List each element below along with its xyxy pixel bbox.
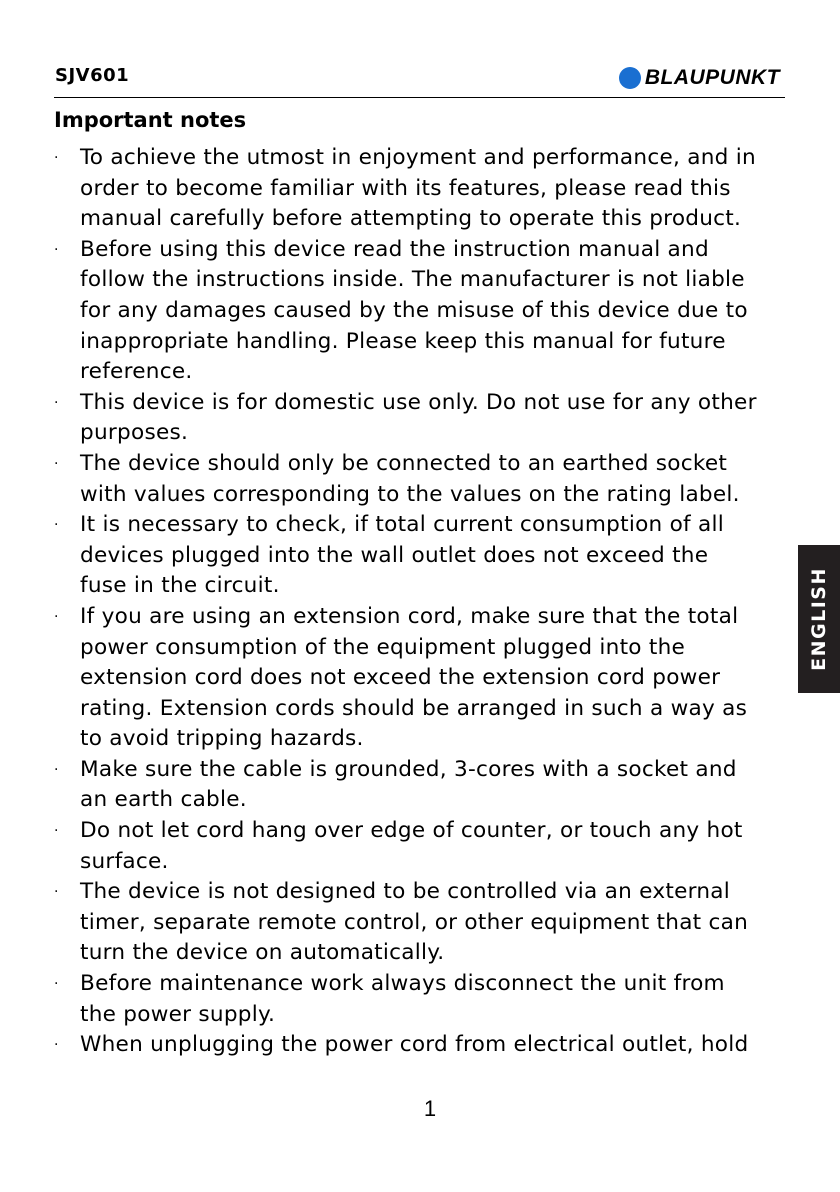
bullet-icon: · [54, 823, 59, 840]
note-line: to avoid tripping hazards. [80, 726, 364, 752]
note-line: When unplugging the power cord from electrical outlet, hold [80, 1032, 749, 1058]
note-item [54, 969, 784, 1030]
note-line: Before using this device read the instruction manual and [80, 236, 709, 262]
bullet-icon: · [54, 455, 59, 472]
bullet-icon: · [54, 241, 59, 258]
note-line: inappropriate handling. Please keep this manual for future [80, 328, 726, 354]
note-line: follow the instructions inside. The manufacturer is not liable [80, 267, 745, 293]
note-line: extension cord does not exceed the extension cord power [80, 665, 721, 691]
note-line: with values corresponding to the values on the rating label. [80, 481, 740, 507]
note-line: It is necessary to check, if total current consumption of all [80, 512, 724, 538]
language-tab [798, 545, 840, 693]
note-line: order to become familiar with its features, please read this [80, 175, 731, 201]
note-item [54, 877, 784, 969]
note-item [54, 816, 784, 877]
note-line: for any damages caused by the misuse of this device due to [80, 297, 748, 323]
note-line: To achieve the utmost in enjoyment and performance, and in [80, 145, 756, 170]
note-item [54, 1030, 784, 1061]
note-line: an earth cable. [80, 787, 247, 813]
note-line: The device is not designed to be controlled via an external [80, 879, 731, 905]
bullet-icon: · [54, 976, 59, 993]
language-tab-label: ENGLISH [808, 567, 830, 671]
header-divider [54, 97, 785, 98]
note-line: Make sure the cable is grounded, 3-cores with a socket and [80, 756, 737, 782]
note-line: rating. Extension cords should be arranged in such a way as [80, 695, 748, 721]
bullet-icon: · [54, 394, 59, 411]
note-item [54, 388, 784, 449]
bullet-icon: · [54, 608, 59, 625]
note-line: manual carefully before attempting to operate this product. [80, 206, 742, 232]
note-item [54, 755, 784, 816]
bullet-icon: · [54, 517, 59, 534]
note-line: the power supply. [80, 1001, 276, 1027]
note-line: Do not let cord hang over edge of counter, or touch any hot [80, 818, 743, 844]
bullet-icon: · [54, 1037, 59, 1054]
page-number: 1 [423, 1096, 437, 1121]
note-line: fuse in the circuit. [80, 573, 280, 599]
note-item [54, 602, 784, 755]
note-line: If you are using an extension cord, make sure that the total [80, 603, 739, 629]
note-line: power consumption of the equipment plugged into the [80, 634, 686, 660]
bullet-icon: · [54, 761, 59, 778]
model-number: SJV601 [55, 65, 130, 86]
note-item [54, 449, 784, 510]
note-line: devices plugged into the wall outlet does not exceed the [80, 542, 709, 568]
notes-list [54, 143, 784, 1061]
brand-logo [619, 66, 780, 90]
blue-circle-icon [619, 67, 641, 89]
note-line: purposes. [80, 420, 189, 446]
note-line: turn the device on automatically. [80, 940, 445, 966]
note-line: timer, separate remote control, or other equipment that can [80, 909, 749, 935]
note-item [54, 510, 784, 602]
note-item [54, 143, 784, 235]
section-title: Important notes [54, 108, 247, 132]
brand-name: BLAUPUNKT [644, 66, 780, 89]
bullet-icon: · [54, 884, 59, 901]
note-line: reference. [80, 359, 193, 385]
note-line: surface. [80, 848, 169, 874]
note-item [54, 235, 784, 388]
note-line: Before maintenance work always disconnect the unit from [80, 971, 725, 997]
note-line: This device is for domestic use only. Do not use for any other [80, 389, 757, 415]
note-line: The device should only be connected to an earthed socket [80, 450, 728, 476]
bullet-icon: · [54, 150, 59, 166]
